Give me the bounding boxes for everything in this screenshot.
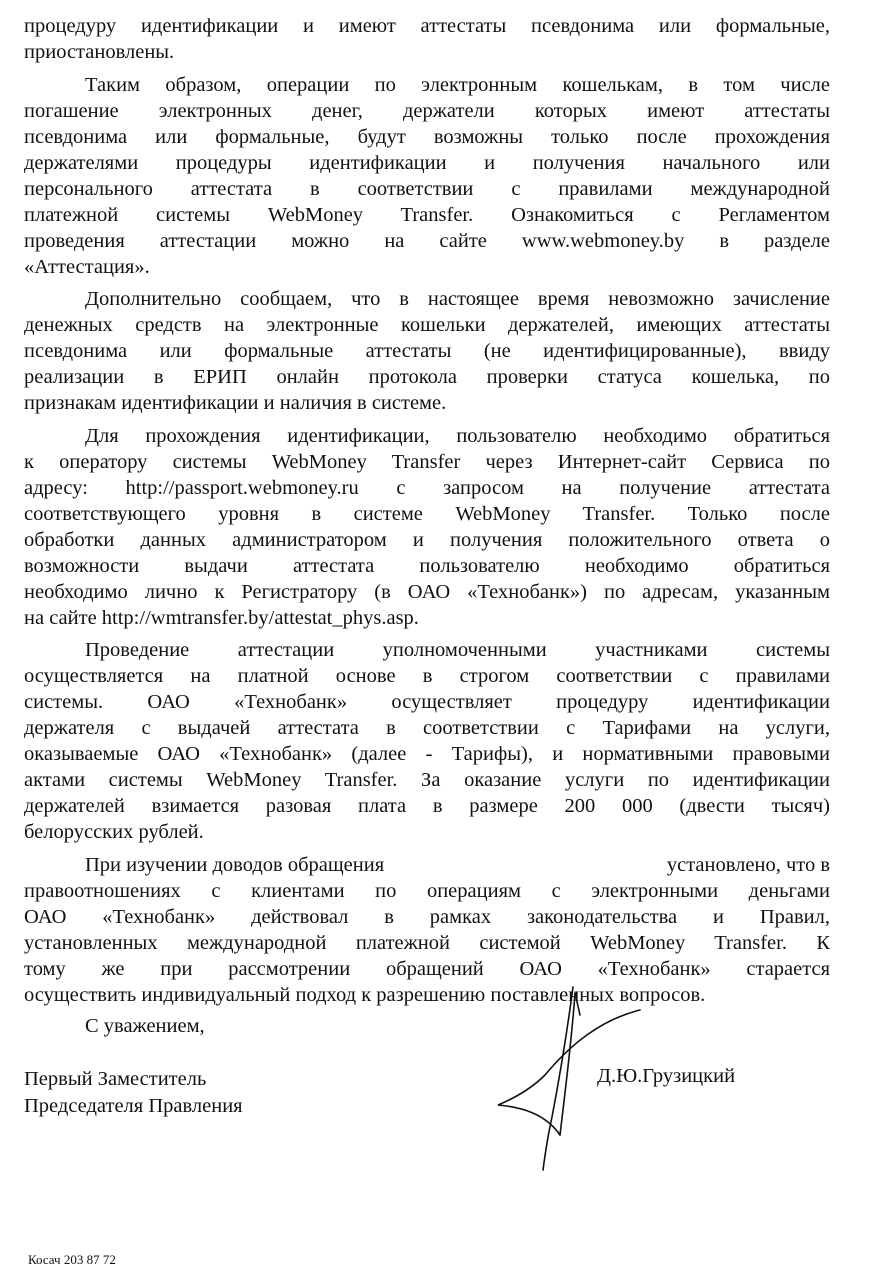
final-paragraph	[24, 852, 830, 1008]
paragraph-line: Дополнительно сообщаем, что в настоящее время невозможно зачисление	[85, 288, 830, 310]
paragraph-line: реализации в ЕРИП онлайн протокола проверки статуса кошелька, по	[24, 366, 830, 388]
paragraph	[24, 423, 830, 631]
handwritten-signature	[490, 985, 650, 1175]
paragraph-line	[24, 852, 830, 878]
paragraph-line: белорусских рублей.	[24, 821, 204, 843]
letter-body	[24, 13, 830, 1014]
closing: С уважением,	[85, 1015, 205, 1037]
paragraph-line: адресу: http://passport.webmoney.ru с запросом на получение аттестата	[24, 476, 830, 499]
paragraph-line: Таким образом, операции по электронным кошелькам, в том числе	[85, 73, 830, 96]
paragraph	[24, 13, 830, 65]
paragraph-line: осуществляется на платной основе в строгом соответствии с правилами	[24, 665, 830, 687]
paragraph-line: оказываемые ОАО «Технобанк» (далее - Тарифы), и нормативными правовыми	[24, 743, 830, 765]
paragraph-line: псевдонима или формальные, будут возможны только после прохождения	[24, 125, 830, 148]
paragraph-line: соответствующего уровня в системе WebMoney Transfer. Только после	[24, 502, 830, 525]
footer-contact: Косач 203 87 72	[28, 1252, 116, 1267]
paragraph-line: актами системы WebMoney Transfer. За оказание услуги по идентификации	[24, 769, 830, 791]
paragraph-line: Для прохождения идентификации, пользователю необходимо обратиться	[85, 424, 830, 447]
paragraph-line: Проведение аттестации уполномоченными участниками системы	[85, 639, 830, 661]
paragraph-line: на сайте http://wmtransfer.by/attestat_phys.asp.	[24, 606, 419, 629]
paragraph-line: осуществить индивидуальный подход к разрешению поставленных вопросов.	[24, 983, 706, 1006]
paragraph-line: погашение электронных денег, держатели которых имеют аттестаты	[24, 99, 830, 122]
paragraph	[24, 72, 830, 280]
line-left: При изучении доводов обращения	[85, 853, 385, 876]
paragraph-line: установленных международной платежной системой WebMoney Transfer. К	[24, 931, 830, 954]
paragraph-line: правоотношениях с клиентами по операциям с электронными деньгами	[24, 879, 830, 902]
paragraph	[24, 286, 830, 416]
paragraph-line: платежной системы WebMoney Transfer. Ознакомиться с Регламентом	[24, 203, 830, 226]
signer-title-line-2: Председателя Правления	[24, 1095, 243, 1117]
paragraph-line: признакам идентификации и наличия в системе.	[24, 392, 447, 414]
paragraph-line: держателя с выдачей аттестата в соответствии с Тарифами на услуги,	[24, 717, 830, 739]
paragraph-line: псевдонима или формальные аттестаты (не идентифицированные), ввиду	[24, 340, 830, 362]
paragraph-line: денежных средств на электронные кошельки держателей, имеющих аттестаты	[24, 314, 830, 336]
paragraph-line: проведения аттестации можно на сайте www.webmoney.by в разделе	[24, 229, 830, 252]
paragraph-line: необходимо лично к Регистратору (в ОАО «Технобанк») по адресам, указанным	[24, 580, 830, 603]
paragraph-line: ОАО «Технобанк» действовал в рамках законодательства и Правил,	[24, 905, 830, 928]
paragraph-line: держателями процедуры идентификации и получения начального или	[24, 151, 830, 174]
signer-name: Д.Ю.Грузицкий	[597, 1065, 736, 1087]
paragraph-line: держателей взимается разовая плата в размере 200 000 (двести тысяч)	[24, 795, 830, 817]
paragraph-line: тому же при рассмотрении обращений ОАО «Технобанк» старается	[24, 957, 830, 980]
paragraph-line: обработки данных администратором и получения положительного ответа о	[24, 528, 830, 551]
paragraph-line: системы. ОАО «Технобанк» осуществляет процедуру идентификации	[24, 691, 830, 713]
paragraph-line: «Аттестация».	[24, 255, 150, 278]
paragraph	[24, 637, 830, 845]
paragraph-line: возможности выдачи аттестата пользователю необходимо обратиться	[24, 554, 830, 577]
paragraph-line: процедуру идентификации и имеют аттестаты псевдонима или формальные,	[24, 15, 830, 37]
paragraph-line: к оператору системы WebMoney Transfer через Интернет-сайт Сервиса по	[24, 450, 830, 473]
line-right: установлено, что в	[666, 853, 830, 876]
paragraph-line: персонального аттестата в соответствии с правилами международной	[24, 177, 830, 200]
paragraph-line: приостановлены.	[24, 41, 175, 63]
signer-title-line-1: Первый Заместитель	[24, 1068, 207, 1090]
